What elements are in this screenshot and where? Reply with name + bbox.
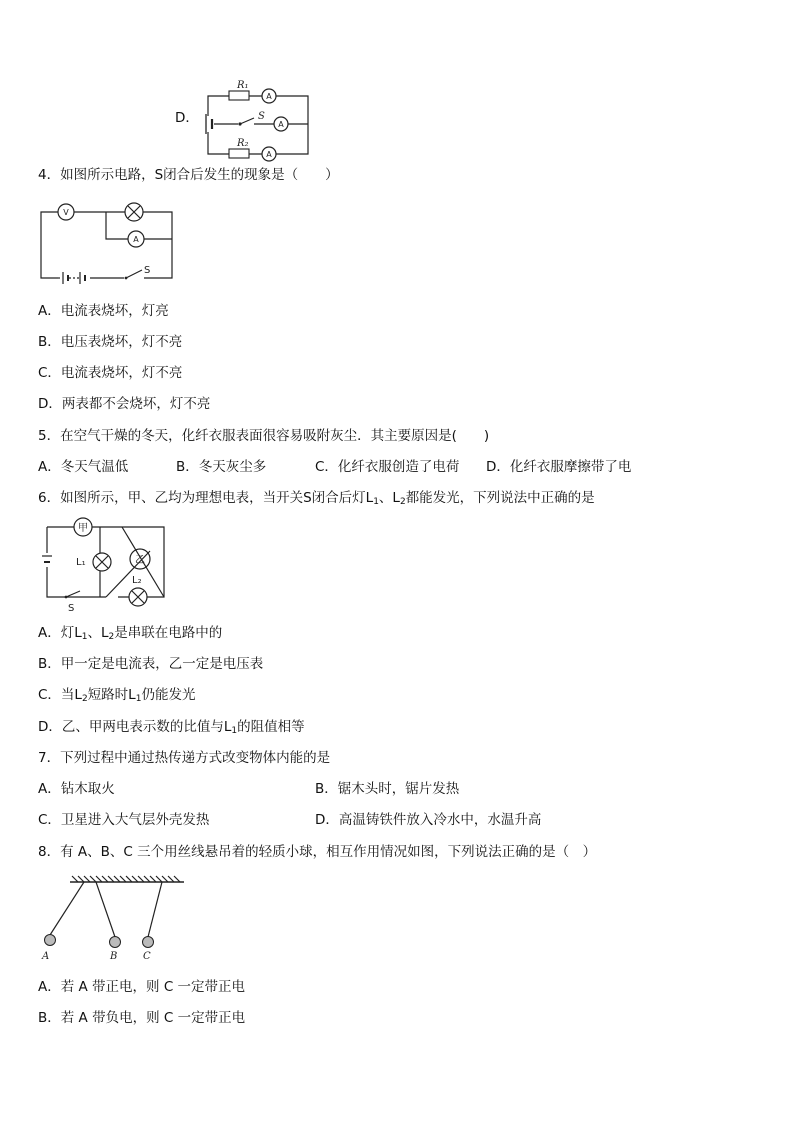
q4-option-a: A．电流表烧坏，灯亮 — [38, 303, 169, 319]
ball-b-label: B — [110, 951, 118, 962]
lamp-l1-label: L₁ — [76, 557, 86, 568]
q8-option-b: B．若 A 带负电，则 C 一定带正电 — [38, 1010, 246, 1026]
q5-stem: 5．在空气干燥的冬天，化纤衣服表面很容易吸附灰尘．其主要原因是( ) — [38, 428, 490, 444]
q7-stem: 7．下列过程中通过热传递方式改变物体内能的是 — [38, 750, 331, 766]
q3-option-d-label: D． — [175, 110, 199, 126]
switch-s-label: S — [258, 111, 265, 122]
ammeter-a1-icon: A — [266, 92, 272, 101]
q4-stem: 4．如图所示电路，S闭合后发生的现象是（ ） — [38, 167, 339, 183]
q5-option-c: C．化纤衣服创造了电荷 — [315, 459, 460, 475]
r1-label: R₁ — [237, 80, 249, 91]
meter-yi-icon: 乙 — [135, 555, 145, 566]
q3-option-d-circuit — [200, 78, 315, 158]
q4-option-b: B．电压表烧坏，灯不亮 — [38, 334, 183, 350]
ammeter-a2-icon: A — [266, 150, 272, 159]
q6-option-c: C．当$L_2$短路时$L_1$仍能发光 — [38, 687, 196, 704]
q5-option-d: D．化纤衣服摩擦带了电 — [486, 459, 632, 475]
q6-circuit — [38, 515, 173, 615]
ball-a-label: A — [42, 951, 50, 962]
q4-option-c: C．电流表烧坏，灯不亮 — [38, 365, 183, 381]
q6-option-d: D．乙、甲两电表示数的比值与$L_1$的阻值相等 — [38, 719, 305, 736]
lamp-l2-label: L₂ — [132, 575, 142, 586]
voltmeter-icon: V — [63, 208, 69, 217]
q8-option-a: A．若 A 带正电，则 C 一定带正电 — [38, 979, 246, 995]
q7-option-d: D．高温铸铁件放入冷水中，水温升高 — [315, 812, 542, 828]
q7-option-b: B．锯木头时，锯片发热 — [315, 781, 460, 797]
ammeter-icon: A — [133, 235, 139, 244]
switch-s-label: S — [144, 265, 151, 276]
q4-circuit — [38, 198, 178, 282]
q5-option-a: A．冬天气温低 — [38, 459, 129, 475]
switch-s-label: S — [68, 603, 75, 614]
q6-option-a: A．灯$L_1$、$L_2$是串联在电路中的 — [38, 625, 223, 642]
q7-option-a: A．钻木取火 — [38, 781, 115, 797]
q7-option-c: C．卫星进入大气层外壳发热 — [38, 812, 210, 828]
q8-stem: 8．有 A、B、C 三个用丝线悬吊着的轻质小球，相互作用情况如图，下列说法正确的是（ ） — [38, 844, 597, 860]
q8-hanging-balls-figure — [38, 872, 188, 967]
meter-jia-icon: 甲 — [78, 523, 88, 534]
q6-option-b: B．甲一定是电流表，乙一定是电压表 — [38, 656, 264, 672]
ammeter-a-icon: A — [278, 120, 284, 129]
ball-c-label: C — [143, 951, 151, 962]
q6-stem: 6．如图所示，甲、乙均为理想电表，当开关S闭合后灯$L_1$、$L_2$都能发光，下列说法中正确的是 — [38, 490, 595, 507]
q5-option-b: B．冬天灰尘多 — [176, 459, 267, 475]
q4-option-d: D．两表都不会烧坏，灯不亮 — [38, 396, 211, 412]
r2-label: R₂ — [237, 138, 249, 149]
